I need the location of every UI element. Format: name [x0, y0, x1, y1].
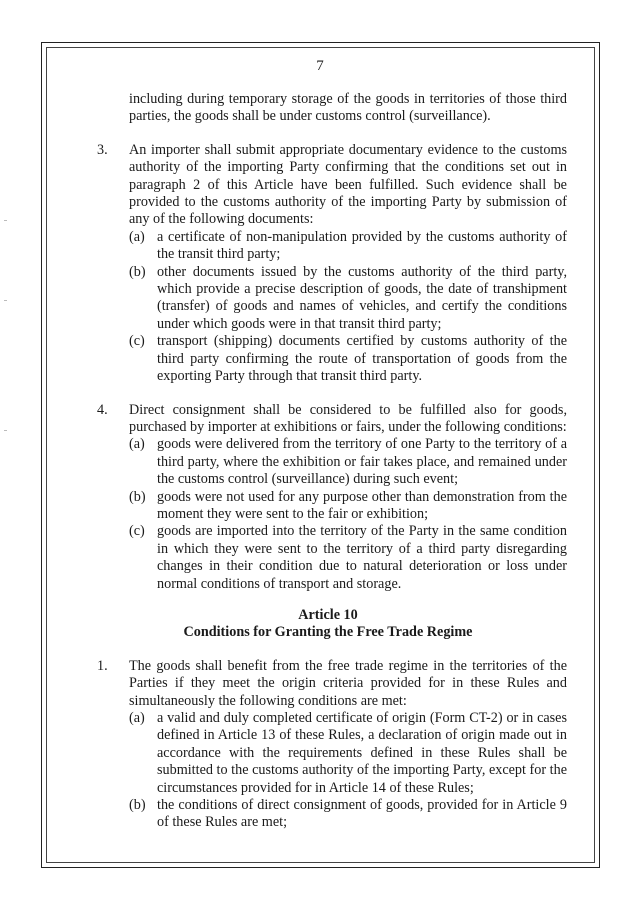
- article-10-items: [89, 658, 567, 832]
- sub-item-text: the conditions of direct consignment of goods, provided for in Article 9 of these Rules are met;: [157, 797, 567, 831]
- sub-item: [129, 436, 567, 488]
- sub-item: [129, 264, 567, 334]
- sub-item: [129, 797, 567, 832]
- sub-item-text: goods are imported into the territory of the Party in the same condition in which they were sent to the territory of a third party disregarding changes in their condition due to natural deterioration or loss under normal conditions of transport and storage.: [157, 523, 567, 592]
- sub-item-text: a valid and duly completed certificate of origin (Form CT-2) or in cases defined in Article 13 of these Rules, a declaration of origin made out in accordance with the requirements defined in these Rules shall be submitted to the customs authority of the importing Party, except for the circumstances provided for in Article 14 of these Rules;: [157, 710, 567, 796]
- sub-item-letter: (c): [129, 333, 145, 350]
- paragraph-text: An importer shall submit appropriate documentary evidence to the customs authority of the importing Party confirming that the conditions set out in paragraph 2 of this Article have been fulfilled. Such evidence shall be provided to the customs authority of the importing Party by submission of any of the following documents:: [129, 141, 567, 228]
- sub-item-text: a certificate of non-manipulation provided by the customs authority of the transit third party;: [157, 228, 567, 263]
- sub-item-text: other documents issued by the customs authority of the third party, which provide a precise description of goods, the date of transhipment (transfer) of goods and names of vehicles, and certify the conditions under which goods were in that transit third party;: [157, 263, 567, 332]
- sub-item-letter: (b): [129, 263, 146, 280]
- paragraph-number: 3.: [97, 141, 108, 158]
- paragraph-number: 4.: [97, 401, 108, 418]
- paragraph-text: Direct consignment shall be considered to be fulfilled also for goods, purchased by importer at exhibitions or fairs, under the following conditions:: [129, 401, 567, 435]
- article-heading: Article 10: [298, 606, 358, 623]
- document-body: [89, 91, 567, 832]
- sub-item-letter: (a): [129, 436, 145, 453]
- numbered-paragraph: [89, 142, 567, 386]
- sub-item-letter: (a): [129, 228, 145, 245]
- paragraph-text: The goods shall benefit from the free trade regime in the territories of the Parties if they meet the origin criteria provided for in these Rules and simultaneously the following conditions are met:: [129, 657, 567, 709]
- article-9-items: [89, 142, 567, 593]
- margin-mark: [4, 220, 7, 221]
- sub-item-letter: (a): [129, 710, 145, 726]
- numbered-paragraph: [89, 658, 567, 832]
- margin-mark: [4, 300, 7, 301]
- sub-item-letter: (b): [129, 797, 146, 814]
- article-title: Conditions for Granting the Free Trade Regime: [183, 624, 473, 641]
- sub-item: [129, 710, 567, 797]
- margin-mark: [4, 430, 7, 431]
- sub-item-text: transport (shipping) documents certified by customs authority of the third party confirming the route of transportation of goods from the exporting Party through that transit third party.: [157, 333, 567, 385]
- numbered-paragraph: [89, 402, 567, 593]
- sub-item: [129, 333, 567, 385]
- sub-item-letter: (b): [129, 488, 146, 505]
- sub-item-text: goods were not used for any purpose other than demonstration from the moment they were sent to the fair or exhibition;: [157, 488, 567, 522]
- sub-item: [129, 489, 567, 524]
- sub-item: [129, 229, 567, 264]
- paragraph-number: 1.: [97, 657, 108, 674]
- sub-item-letter: (c): [129, 523, 145, 540]
- sub-item: [129, 523, 567, 593]
- continuation-text: including during temporary storage of the goods in territories of those third parties, the goods shall be under customs control (surveillance).: [129, 91, 567, 125]
- page-number: 7: [316, 58, 324, 74]
- sub-item-text: goods were delivered from the territory of one Party to the territory of a third party, where the exhibition or fair takes place, and remained under the customs control (surveillance) during such event;: [157, 436, 567, 488]
